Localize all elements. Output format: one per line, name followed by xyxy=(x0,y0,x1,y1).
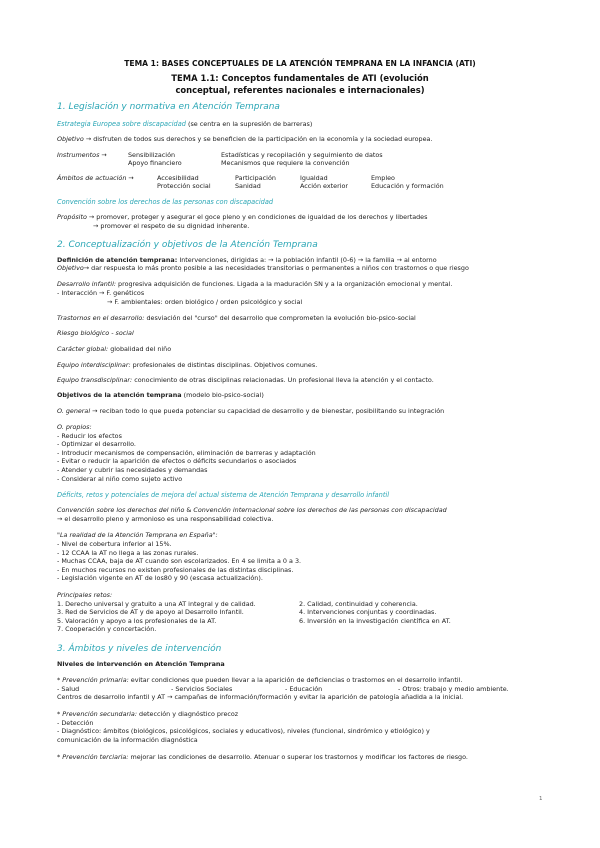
objetivo-propio-item: - Optimizar el desarrollo. xyxy=(57,440,136,448)
prevencion-primaria-line xyxy=(57,676,462,685)
objetivos-propios-label: O. propios: xyxy=(57,423,92,431)
realidad-item: - Muchas CCAA, baja de AT cuando son escolarizados. En 4 se limita a 0 a 3. xyxy=(57,557,302,565)
subtitle-line-2: conceptual, referentes nacionales e internacionales) xyxy=(175,85,425,95)
ambito-igualdad: Igualdad xyxy=(300,174,328,182)
primaria-servicios: - Servicios Sociales xyxy=(171,685,233,693)
interdisciplinar-line xyxy=(57,361,317,370)
ambito-sanidad: Sanidad xyxy=(235,182,261,190)
reto-item: 4. Intervenciones conjuntas y coordinadas. xyxy=(299,608,437,616)
objetivo-propio-item: - Introducir mecanismos de compensación, eliminación de barreras y adaptación xyxy=(57,449,316,457)
trastornos-label: Trastornos en el desarrollo: xyxy=(57,314,145,322)
objetivo-general-label: O. general xyxy=(57,407,91,415)
transdisciplinar-text: conocimiento de otras disciplinas relacionadas. Un profesional lleva la atención y el contacto. xyxy=(132,376,434,384)
instr-estadisticas: Estadísticas y recopilación y seguimiento de datos xyxy=(221,151,383,159)
secundaria-diagnostico-2: comunicación de la información diagnóstica xyxy=(57,736,198,744)
convencion-nino-label: Convención sobre los derechos del niño xyxy=(57,506,185,514)
objetivo-text: → disfruten de todos sus derechos y se beneficien de la participación en la economía y la sociedad europea. xyxy=(83,135,433,143)
objetivo-propio-item: - Evitar o reducir la aparición de efectos o déficits secundarios o asociados xyxy=(57,457,297,465)
convencion-discapacidad-label: Convención internacional sobre los derechos de las personas con discapacidad xyxy=(193,506,447,514)
trastornos-text: desviación del "curso" del desarrollo que comprometen la evolución bio-psico-social xyxy=(144,314,416,322)
niveles-heading: Niveles de intervención en Atención Temprana xyxy=(57,660,225,668)
prevencion-terciaria-label: * Prevención terciaria: xyxy=(57,753,129,761)
secundaria-deteccion: - Detección xyxy=(57,719,94,727)
objetivo-label: Objetivo xyxy=(57,135,84,143)
interdisciplinar-text: profesionales de distintas disciplinas. Objetivos comunes. xyxy=(130,361,318,369)
reto-item: 5. Valoración y apoyo a los profesionales de la AT. xyxy=(57,617,217,625)
ambito-empleo: Empleo xyxy=(371,174,395,182)
transdisciplinar-label: Equipo transdisciplinar: xyxy=(57,376,133,384)
desarrollo-text: progresiva adquisición de funciones. Ligada a la maduración SN y a la organización emocional y mental. xyxy=(116,280,453,288)
desarrollo-label: Desarrollo infantil: xyxy=(57,280,117,288)
realidad-item: - En muchos recursos no existen profesionales de las distintas disciplinas. xyxy=(57,566,294,574)
trastornos-line xyxy=(57,314,416,323)
reto-item: 2. Calidad, continuidad y coherencia. xyxy=(299,600,418,608)
reto-item: 3. Red de Servicios de AT y de apoyo al Desarrollo Infantil. xyxy=(57,608,244,616)
interaccion-line-1: - Interacción → F. genéticos xyxy=(57,289,145,297)
prevencion-terciaria-line xyxy=(57,753,468,762)
ambito-proteccion: Protección social xyxy=(157,182,211,190)
desarrollo-line xyxy=(57,280,452,289)
proposito-line-2: → promover el respeto de su dignidad inherente. xyxy=(93,222,250,230)
ambitos-label: Ámbitos de actuación → xyxy=(57,174,134,182)
interaccion-line-2: → F. ambientales: orden biológico / orden psicológico y social xyxy=(107,298,303,306)
definicion-label: Definición de atención temprana: xyxy=(57,256,178,264)
prevencion-secundaria-text: detección y diagnóstico precoz xyxy=(137,710,239,718)
caracter-line xyxy=(57,345,171,354)
objetivo-propio-item: - Considerar al niño como sujeto activo xyxy=(57,475,183,483)
proposito-text-1: → promover, proteger y asegurar el goce pleno y en condiciones de igualdad de los derechos y libertades xyxy=(86,213,428,221)
realidad-item: - 12 CCAA la AT no llega a las zonas rurales. xyxy=(57,549,199,557)
prevencion-terciaria-text: mejorar las condiciones de desarrollo. Atenuar o superar los trastornos y modificar los factores de riesgo. xyxy=(128,753,468,761)
proposito-line-1 xyxy=(57,213,427,222)
definicion-objetivo-line xyxy=(57,264,469,273)
retos-label: Principales retos: xyxy=(57,591,113,599)
def-objetivo-text: → dar respuesta lo más pronto posible a las necesidades transitorias o permanentes a niños con trastornos o que riesgo xyxy=(83,264,469,272)
proposito-label: Propósito xyxy=(57,213,87,221)
ambito-accesibilidad: Accesibilidad xyxy=(157,174,199,182)
transdisciplinar-line xyxy=(57,376,434,385)
reto-item: 1. Derecho universal y gratuito a una AT integral y de calidad. xyxy=(57,600,256,608)
reto-item: 7. Cooperación y concertación. xyxy=(57,625,157,633)
reto-item: 6. Inversión en la investigación científica en AT. xyxy=(299,617,451,625)
instr-mecanismos: Mecanismos que requiere la convención xyxy=(221,159,350,167)
prevencion-primaria-text: evitar condiciones que pueden llevar a la aparición de deficiencias o trastornos en el desarrollo infantil. xyxy=(128,676,463,684)
objetivos-heading: Objetivos de la atención temprana xyxy=(57,391,182,399)
caracter-text: globalidad del niño xyxy=(108,345,172,353)
prevencion-primaria-label: * Prevención primaria: xyxy=(57,676,129,684)
riesgo-line: Riesgo biológico - social xyxy=(57,329,134,337)
primaria-educacion: - Educación xyxy=(285,685,323,693)
instrumentos-label: Instrumentos → xyxy=(57,151,107,159)
def-objetivo-label: Objetivo xyxy=(57,264,84,272)
primaria-centros: Centros de desarrollo infantil y AT → campañas de información/formación y evitar la aparición de patología añadida a la inicial. xyxy=(57,693,464,701)
ambito-accion-exterior: Acción exterior xyxy=(300,182,349,190)
estrategia-label: Estrategia Europea sobre discapacidad xyxy=(57,120,186,128)
document-title: TEMA 1: BASES CONCEPTUALES DE LA ATENCIÓN TEMPRANA EN LA INFANCIA (ATI) xyxy=(124,59,476,68)
primaria-salud: - Salud xyxy=(57,685,80,693)
prevencion-secundaria-label: * Prevención secundaria: xyxy=(57,710,138,718)
instr-apoyo: Apoyo financiero xyxy=(128,159,182,167)
instr-sensibilizacion: Sensibilización xyxy=(128,151,176,159)
realidad-item: - Nivel de cobertura inferior al 15%. xyxy=(57,540,172,548)
convencion-conclusion: → el desarrollo pleno y armonioso es una responsabilidad colectiva. xyxy=(57,515,274,523)
objetivos-heading-line xyxy=(57,391,264,400)
objetivos-heading-suffix: (modelo bio-psico-social) xyxy=(181,391,264,399)
convencion-amp: & xyxy=(184,506,194,514)
definicion-text: Intervenciones, dirigidas a: → la población infantil (0-6) → la familia → al entorno xyxy=(177,256,437,264)
prevencion-secundaria-line xyxy=(57,710,238,719)
interdisciplinar-label: Equipo interdisciplinar: xyxy=(57,361,131,369)
objetivo-general-line xyxy=(57,407,444,416)
estrategia-line xyxy=(57,120,312,129)
objetivo-line xyxy=(57,135,433,144)
section-2-heading: 2. Conceptualización y objetivos de la Atención Temprana xyxy=(57,240,318,250)
desafios-heading: Déficits, retos y potenciales de mejora del actual sistema de Atención Temprana y desarrollo infantil xyxy=(57,491,390,499)
realidad-item: - Legislación vigente en AT de los80 y 90 (escasa actualización). xyxy=(57,574,263,582)
caracter-label: Carácter global: xyxy=(57,345,109,353)
section-3-heading: 3. Ámbitos y niveles de intervención xyxy=(57,644,222,654)
objetivo-propio-item: - Reducir los efectos xyxy=(57,432,122,440)
estrategia-text: (se centra en la supresión de barreras) xyxy=(185,120,313,128)
subtitle-line-1: TEMA 1.1: Conceptos fundamentales de ATI (evolución xyxy=(171,73,429,83)
convencion-heading: Convención sobre los derechos de las personas con discapacidad xyxy=(57,198,274,206)
ambito-participacion: Participación xyxy=(235,174,276,182)
section-1-heading: 1. Legislación y normativa en Atención Temprana xyxy=(57,102,280,112)
page-number: 1 xyxy=(539,796,543,802)
objetivo-propio-item: - Atender y cubrir las necesidades y demandas xyxy=(57,466,208,474)
convencion-ninos-line xyxy=(57,506,447,515)
objetivo-general-text: → reciban todo lo que pueda potenciar su capacidad de desarrollo y de bienestar, posibilitando su integración xyxy=(90,407,445,415)
secundaria-diagnostico-1: - Diagnóstico: ámbitos (biológicos, psicológicos, sociales y educativos), niveles (funcional, sindrómico y etiológico) y xyxy=(57,727,430,735)
realidad-label: "La realidad de la Atención Temprana en España": xyxy=(57,531,218,539)
primaria-otros: - Otros: trabajo y medio ambiente. xyxy=(398,685,509,693)
ambito-educacion: Educación y formación xyxy=(371,182,444,190)
